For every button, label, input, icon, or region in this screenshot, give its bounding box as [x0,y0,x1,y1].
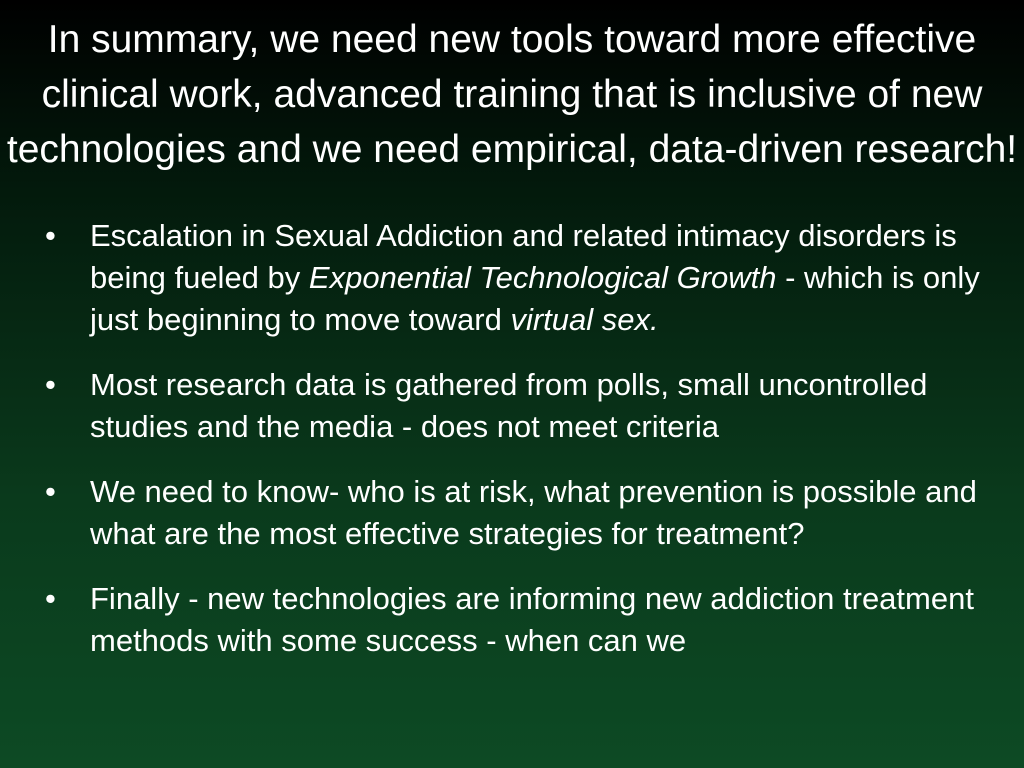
bullet-text: We need to know- who is at risk, what prevention is possible and what are the most effective strategies for treatment? [90,474,977,551]
bullet-text: Escalation in Sexual Addiction and related intimacy disorders is being fueled by [90,218,957,295]
bullet-text: Most research data is gathered from polls, small uncontrolled studies and the media - does not meet criteria [90,367,928,444]
bullet-item-research-data [0,364,1024,448]
bullet-text: Finally - new technologies are informing new addiction treatment methods with some success - when can we [90,581,974,658]
bullet-emphasis: Exponential Technological Growth [308,260,777,295]
slide-title: In summary, we need new tools toward more effective clinical work, advanced training that is inclusive of new technologies and we need empirical, data-driven research! [6,18,1018,171]
bullet-marker: • [45,218,56,253]
bullet-marker: • [45,581,56,616]
bullet-item-new-technologies [0,578,1024,662]
bullet-item-need-to-know [0,471,1024,555]
bullet-marker: • [45,367,56,402]
bullet-text: - which is only just beginning to move toward [90,260,980,337]
bullet-list [0,215,1024,685]
bullet-item-escalation [0,215,1024,341]
bullet-marker: • [45,474,56,509]
bullet-emphasis: virtual sex. [510,302,659,337]
